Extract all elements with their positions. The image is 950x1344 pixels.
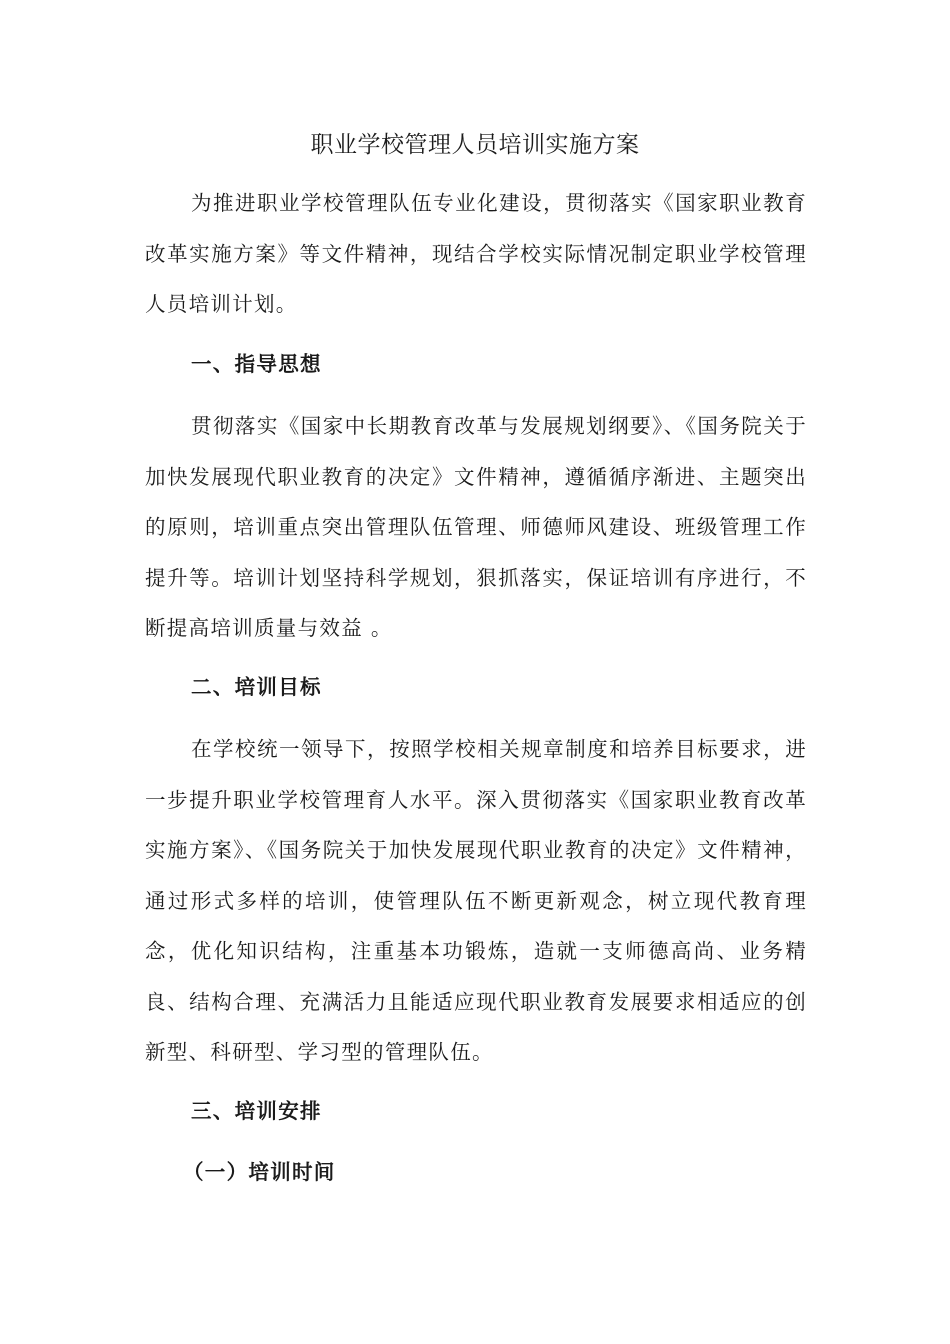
- guiding-ideology-paragraph: 贯彻落实《国家中长期教育改革与发展规划纲要》、《国务院关于加快发展现代职业教育的决定》文件精神，遵循循序渐进、主题突出的原则，培训重点突出管理队伍管理、师德师风建设、班级管理工作提升等。培训计划坚持科学规划，狠抓落实，保证培训有序进行，不断提高培训质量与效益 。: [145, 414, 807, 640]
- intro-paragraph: 为推进职业学校管理队伍专业化建设，贯彻落实《国家职业教育改革实施方案》等文件精神，现结合学校实际情况制定职业学校管理人员培训计划。: [145, 191, 807, 316]
- training-goals-paragraph: 在学校统一领导下，按照学校相关规章制度和培养目标要求，进一步提升职业学校管理育人水平。深入贯彻落实《国家职业教育改革实施方案》、《国务院关于加快发展现代职业教育的决定》文件精神，通过形式多样的培训，使管理队伍不断更新观念，树立现代教育理念，优化知识结构，注重基本功锻炼，造就一支师德高尚、业务精良、结构合理、充满活力且能适应现代职业教育发展要求相适应的创新型、科研型、学习型的管理队伍。: [145, 737, 807, 1064]
- document-title: 职业学校管理人员培训实施方案: [310, 132, 640, 158]
- subsection-heading-training-time: （一）培训时间: [183, 1160, 336, 1184]
- section-heading-training-goals: 二、培训目标: [191, 675, 322, 699]
- section-heading-guiding-ideology: 一、指导思想: [191, 352, 322, 376]
- section-heading-training-arrangement: 三、培训安排: [191, 1099, 322, 1123]
